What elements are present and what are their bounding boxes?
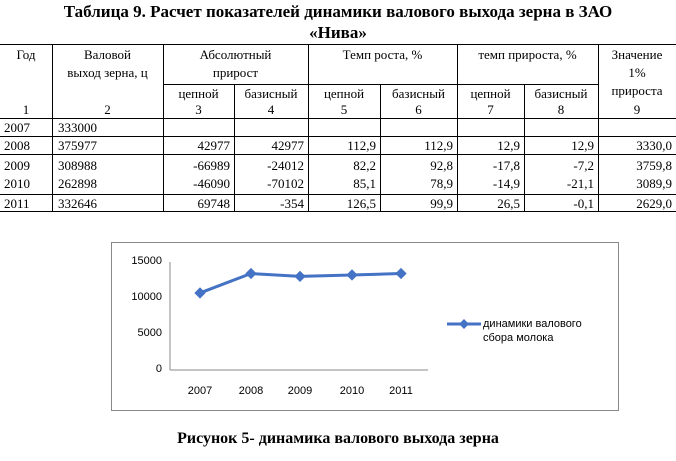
table-cell-tp-chain: 26,5 <box>497 196 520 211</box>
sub-tp-base: базисный <box>534 86 588 101</box>
header-temp-prirosta: темп прироста, % <box>478 47 577 62</box>
table-title: Таблица 9. Расчет показателей динамики валового выхода зерна в ЗАО <box>63 2 613 21</box>
colnum-1: 1 <box>22 102 30 117</box>
y-tick-label: 15000 <box>131 255 162 267</box>
table-cell-tr-base: 99,9 <box>430 196 453 211</box>
colnum-5: 5 <box>340 102 348 117</box>
table-cell-abs-base: -354 <box>280 196 304 211</box>
colnum-4: 4 <box>267 102 275 117</box>
sub-tr-base: базисный <box>392 86 445 101</box>
colnum-2: 2 <box>104 102 111 117</box>
legend-label-line1: динамики валового <box>483 318 582 330</box>
table-cell-tr-chain: 126,5 <box>346 196 376 211</box>
table-cell-year: 2009 <box>4 158 30 173</box>
table-cell-tp-base: 12,9 <box>571 138 594 153</box>
figure-caption: Рисунок 5- динамика валового выхода зерна <box>177 430 499 447</box>
header-znach-2: 1% <box>628 65 646 80</box>
header-temp-rosta: Темп роста, % <box>342 47 423 62</box>
table-cell-gross: 333000 <box>58 120 97 135</box>
table-cell-tp-chain: -17,8 <box>492 158 520 173</box>
table-cell-tp-base: -7,2 <box>573 158 594 173</box>
table-cell-abs-chain: 69748 <box>197 196 230 211</box>
table-cell-one-pct: 3330,0 <box>636 138 672 153</box>
sub-tp-chain: цепной <box>470 86 511 101</box>
x-tick-label: 2011 <box>389 385 413 397</box>
table-cell-abs-chain: -46090 <box>193 176 230 191</box>
table-cell-year: 2007 <box>4 120 30 135</box>
y-tick-label: 5000 <box>137 327 162 339</box>
table-cell-tp-chain: -14,9 <box>492 176 520 191</box>
colnum-9: 9 <box>633 102 641 117</box>
data-point-marker <box>395 268 406 279</box>
table-cell-one-pct: 2629,0 <box>636 196 672 211</box>
sub-tr-chain: цепной <box>323 86 365 101</box>
header-valovoy-1: Валовой <box>83 47 132 62</box>
table-cell-year: 2011 <box>4 196 30 211</box>
table-cell-tr-chain: 112,9 <box>347 138 376 153</box>
data-point-marker <box>346 269 357 280</box>
table-cell-tr-chain: 82,2 <box>353 158 376 173</box>
header-valovoy-2: выход зерна, ц <box>67 65 148 80</box>
data-point-marker <box>245 268 256 279</box>
table-cell-year: 2008 <box>4 138 30 153</box>
table-cell-abs-chain: -66989 <box>193 158 230 173</box>
table-cell-tr-chain: 85,1 <box>353 176 376 191</box>
table-cell-abs-base: 42977 <box>271 138 304 153</box>
table-cell-tp-chain: 12,9 <box>497 138 520 153</box>
table-cell-one-pct: 3089,9 <box>636 176 672 191</box>
table-cell-abs-chain: 42977 <box>197 138 230 153</box>
colnum-3: 3 <box>195 102 202 117</box>
x-tick-label: 2007 <box>187 385 213 397</box>
colnum-6: 6 <box>415 102 422 117</box>
legend-marker-icon <box>459 319 469 329</box>
table-cell-tr-base: 92,8 <box>430 158 453 173</box>
header-znach-3: прироста <box>611 83 663 98</box>
table-cell-gross: 308988 <box>58 158 97 173</box>
x-tick-label: 2009 <box>287 385 313 397</box>
sub-abs-base: базисный <box>244 86 298 101</box>
header-znach-1: Значение <box>611 47 663 62</box>
y-tick-label: 10000 <box>131 291 162 303</box>
legend-label-line2: сбора молока <box>483 332 554 344</box>
data-point-marker <box>294 271 305 282</box>
table-cell-abs-base: -24012 <box>267 158 304 173</box>
x-tick-label: 2008 <box>238 385 264 397</box>
table-cell-abs-base: -70102 <box>267 176 304 191</box>
colnum-7: 7 <box>487 102 494 117</box>
y-tick-label: 0 <box>155 363 162 375</box>
table-cell-tr-base: 78,9 <box>430 176 453 191</box>
table-cell-year: 2010 <box>4 176 30 191</box>
x-tick-label: 2010 <box>339 385 365 397</box>
header-god: Год <box>16 47 36 62</box>
table-title-line2: «Нива» <box>309 23 367 42</box>
table-cell-gross: 262898 <box>58 176 97 191</box>
table-cell-tp-base: -21,1 <box>566 176 594 191</box>
colnum-8: 8 <box>557 102 565 117</box>
table-cell-gross: 375977 <box>58 138 97 153</box>
table-cell-gross: 332646 <box>58 196 97 211</box>
header-abs-2: прирост <box>212 65 259 80</box>
table-cell-one-pct: 3759,8 <box>636 158 672 173</box>
sub-abs-chain: цепной <box>178 86 219 101</box>
table-cell-tp-base: -0,1 <box>573 196 594 211</box>
table-cell-tr-base: 112,9 <box>424 138 453 153</box>
header-abs-1: Абсолютный <box>199 47 272 62</box>
data-point-marker <box>194 287 205 298</box>
